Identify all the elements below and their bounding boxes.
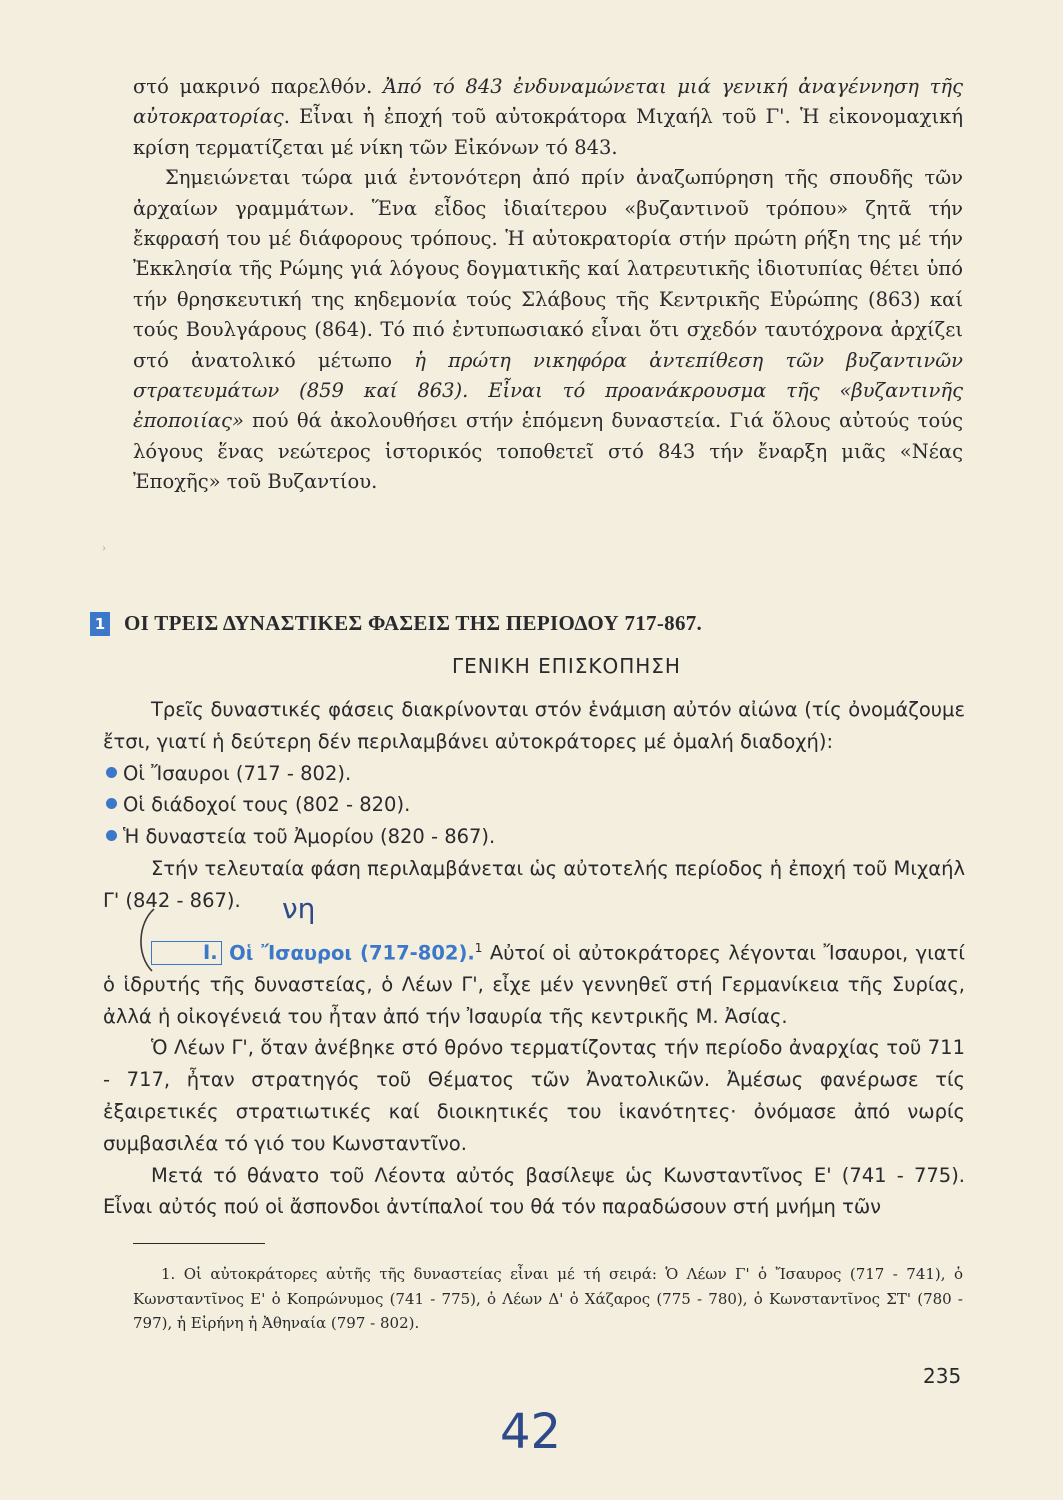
- footnote-ref: 1: [474, 940, 483, 955]
- section-body: [103, 694, 965, 1223]
- lead-paragraph: Τρεῖς δυναστικές φάσεις διακρίνονται στόν ἑνάμιση αὐτόν αἰώνα (τίς ὀνομάζουμε ἔτσι, γιατί ἡ δεύτερη δέν περιλαμβάνει αὐτοκράτορες μέ ὁμαλή διαδοχή):: [103, 698, 965, 753]
- bullet-icon: [106, 830, 117, 841]
- subsection-number: I.: [151, 941, 222, 965]
- intro-p1-italic: Ἀπό τό 843 ἐνδυναμώνεται μιά γενική ἀναγέννηση τῆς αὐτοκρατορίας: [133, 75, 963, 129]
- dynasty-list: [103, 758, 965, 853]
- stray-mark: ›: [102, 540, 106, 554]
- section-heading: [90, 611, 990, 636]
- intro-text: [133, 72, 963, 498]
- section-subtitle: ΓΕΝΙΚΗ ΕΠΙΣΚΟΠΗΣΗ: [452, 654, 681, 678]
- handwritten-margin-note: νη: [282, 892, 316, 925]
- intro-paragraph-2: [133, 163, 963, 497]
- list-item-text: Ἡ δυναστεία τοῦ Ἀμορίου (820 - 867).: [123, 825, 496, 849]
- leo-paragraph: Ὁ Λέων Γ', ὅταν ἀνέβηκε στό θρόνο τερματίζοντας τήν περίοδο ἀναρχίας τοῦ 711 - 717, ἦταν στρατηγός τοῦ Θέματος τῶν Ἀνατολικῶν. Ἀμέσως φανέρωσε τίς ἐξαιρετικές στρατιωτικές καί διοικητικές του ἱκανότητες· ὀνόμασε ἀπό νωρίς συμβασιλέα τό γιό του Κωνσταντῖνο.: [103, 1036, 965, 1155]
- intro-p2-italic: ἡ πρώτη νικηφόρα ἀντεπίθεση τῶν βυζαντινῶν στρατευμάτων (859 καί 863). Εἶναι τό προανάκρουσμα τῆς «βυζαντινῆς ἐποποιίας»: [133, 348, 964, 433]
- list-item-text: Οἱ διάδοχοί τους (802 - 820).: [123, 793, 411, 817]
- after-list-paragraph: Στήν τελευταία φάση περιλαμβάνεται ὡς αὐτοτελής περίοδος ἡ ἐποχή τοῦ Μιχαήλ Γ' (842 - 867).: [103, 856, 965, 912]
- intro-paragraph-1: [133, 72, 963, 163]
- footnote-text: 1. Οἱ αὐτοκράτορες αὐτῆς τῆς δυναστείας εἶναι μέ τή σειρά: Ὁ Λέων Γ' ὁ Ἴσαυρος (717 - 741), ὁ Κωνσταντῖνος Ε' ὁ Κοπρώνυμος (741 - 775), ὁ Λέων Δ' ὁ Χάζαρος (775 - 780), ὁ Κωνσταντῖνος ΣΤ' (780 - 797), ἡ Εἰρήνη ἡ Ἀθηναία (797 - 802).: [133, 1265, 963, 1332]
- intro-p2-end: πού θά ἀκολουθήσει στήν ἑπόμενη δυναστεία. Γιά ὅλους αὐτούς τούς λόγους ἕνας νεώτερος ἱστορικός τοποθετεῖ στό 843 τήν ἔναρξη μιᾶς «Νέας Ἐποχῆς» τοῦ Βυζαντίου.: [133, 409, 963, 494]
- list-item: [103, 758, 965, 790]
- subsection-title: Οἱ Ἴσαυροι (717-802).: [229, 941, 475, 965]
- intro-p1-end: . Εἶναι ἡ ἐποχή τοῦ αὐτοκράτορα Μιχαήλ τοῦ Γ'. Ἡ εἰκονομαχική κρίση τερματίζεται μέ νίκη τῶν Εἰκόνων τό 843.: [133, 105, 963, 159]
- section-number-badge: 1: [90, 612, 110, 636]
- page-number: 235: [923, 1364, 962, 1388]
- list-item-text: Οἱ Ἴσαυροι (717 - 802).: [123, 761, 352, 785]
- bullet-icon: [106, 798, 117, 809]
- pencil-bracket-mark: [130, 905, 164, 975]
- footnote: [133, 1262, 963, 1336]
- subsection-text: Αὐτοί οἱ αὐτοκράτορες λέγονται Ἴσαυροι, γιατί ὁ ἱδρυτής τῆς δυναστείας, ὁ Λέων Γ', εἶχε μέν γεννηθεῖ στή Γερμανίκεια τῆς Συρίας, ἀλλά ἡ οἰκογένειά του ἦταν ἀπό τήν Ἰσαυρία τῆς κεντρικῆς Μ. Ἀσίας.: [103, 941, 965, 1028]
- constantine-paragraph: Μετά τό θάνατο τοῦ Λέοντα αὐτός βασίλεψε ὡς Κωνσταντῖνος Ε' (741 - 775). Εἶναι αὐτός πού οἱ ἄσπονδοι ἀντίπαλοί του θά τόν παραδώσουν στή μνήμη τῶν: [103, 1163, 965, 1219]
- intro-p1-start: στό μακρινό παρελθόν.: [133, 75, 383, 98]
- intro-p2-start: Σημειώνεται τώρα μιά ἐντονότερη ἀπό πρίν ἀναζωπύρηση τῆς σπουδῆς τῶν ἀρχαίων γραμμάτων. Ἕνα εἶδος ἰδιαίτερου «βυζαντινοῦ τρόπου» ζητᾶ τήν ἔκφρασή του μέ διάφορους τρόπους. Ἡ αὐτοκρατορία στήν πρώτη ρήξη της μέ τήν Ἐκκλησία τῆς Ρώμης γιά λόγους δογματικῆς καί λατρευτικῆς ἰδιοτυπίας θέτει ὑπό τήν θρησκευτική της κηδεμονία τούς Σλάβους τῆς Κεντρικῆς Εὐρώπης (863) καί τούς Βουλγάρους (864). Τό πιό ἐντυπωσιακό εἶναι ὅτι σχεδόν ταυτόχρονα ἀρχίζει στό ἀνατολικό μέτωπο: [133, 166, 963, 372]
- bullet-icon: [106, 767, 117, 778]
- footnote-rule: [133, 1243, 265, 1244]
- section-title: ΟΙ ΤΡΕΙΣ ΔΥΝΑΣΤΙΚΕΣ ΦΑΣΕΙΣ ΤΗΣ ΠΕΡΙΟΔΟΥ 717-867.: [124, 611, 703, 635]
- handwritten-page-note: 42: [500, 1404, 562, 1460]
- list-item: [103, 821, 965, 853]
- isaurians-paragraph: [103, 933, 965, 1033]
- list-item: [103, 789, 965, 821]
